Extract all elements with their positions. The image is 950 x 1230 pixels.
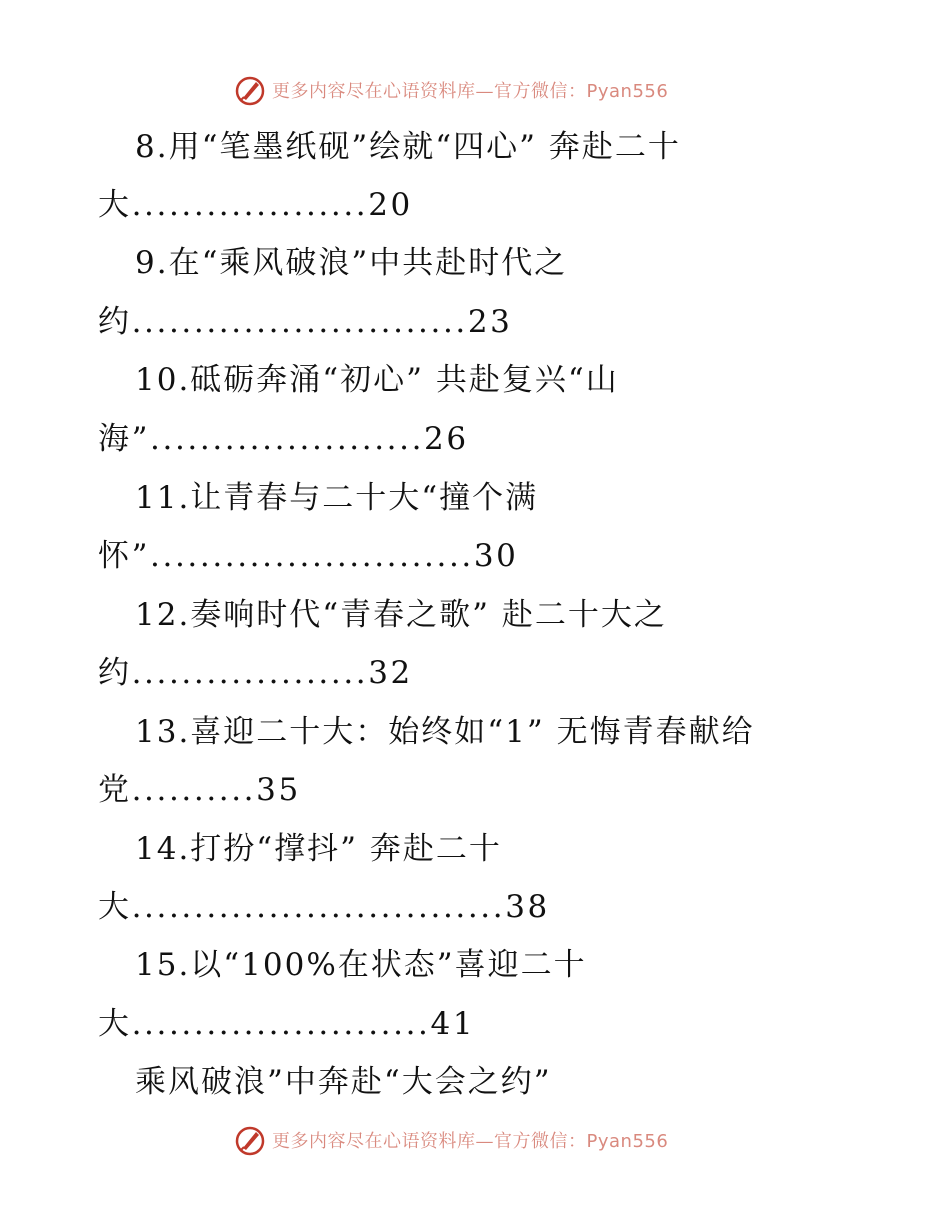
toc-page-number: 38 bbox=[505, 889, 550, 925]
toc-entry-12-title[interactable]: 12.奏响时代“青春之歌” 赴二十大之 bbox=[135, 597, 667, 633]
watermark-header bbox=[234, 73, 754, 107]
watermark-text bbox=[272, 77, 668, 103]
toc-page-number: 41 bbox=[430, 1006, 476, 1042]
watermark-text bbox=[272, 1127, 668, 1153]
toc-entry-10-page-line[interactable] bbox=[98, 419, 469, 459]
toc-entry-9-page-line[interactable] bbox=[98, 302, 513, 342]
toc-leader: 大................... bbox=[98, 187, 369, 223]
toc-page-number: 30 bbox=[473, 538, 519, 574]
toc-leader: 怀”.......................... bbox=[98, 538, 474, 574]
watermark-label: 更多内容尽在心语资料库—官方微信： bbox=[272, 81, 587, 102]
toc-leader: 海”...................... bbox=[98, 421, 425, 457]
toc-page-number: 35 bbox=[256, 772, 301, 808]
quill-pen-circle-icon bbox=[234, 74, 266, 106]
toc-page-number: 32 bbox=[368, 655, 413, 691]
toc-leader: 大.............................. bbox=[98, 889, 506, 925]
toc-leader: 大........................ bbox=[98, 1006, 431, 1042]
toc-entry-12-page-line[interactable] bbox=[98, 653, 413, 693]
toc-entry-13-page-line[interactable] bbox=[98, 770, 301, 810]
toc-leader: 约........................... bbox=[98, 304, 468, 340]
quill-pen-circle-icon bbox=[234, 1124, 266, 1156]
toc-leader: 约................... bbox=[98, 655, 369, 691]
watermark-wechat-id: Pyan556 bbox=[586, 81, 669, 102]
toc-entry-11-title[interactable]: 11.让青春与二十大“撞个满 bbox=[135, 480, 539, 516]
toc-entry-11-page-line[interactable] bbox=[98, 536, 519, 576]
toc-entry-10-title[interactable]: 10.砥砺奔涌“初心” 共赴复兴“山 bbox=[135, 362, 619, 398]
toc-entry-15-page-line[interactable] bbox=[98, 1004, 475, 1044]
watermark-label: 更多内容尽在心语资料库—官方微信： bbox=[272, 1131, 587, 1152]
watermark-wechat-id: Pyan556 bbox=[586, 1131, 669, 1152]
toc-entry-13-title[interactable]: 13.喜迎二十大：始终如“1” 无悔青春献给 bbox=[135, 714, 755, 750]
toc-entry-9-title[interactable]: 9.在“乘风破浪”中共赴时代之 bbox=[135, 245, 568, 281]
toc-page-number: 20 bbox=[368, 187, 413, 223]
toc-page-number: 26 bbox=[424, 421, 469, 457]
toc-entry-15-title[interactable]: 15.以“100%在状态”喜迎二十 bbox=[135, 947, 587, 983]
toc-entry-14-title[interactable]: 14.打扮“撑抖” 奔赴二十 bbox=[135, 831, 502, 867]
toc-leader: 党.......... bbox=[98, 772, 257, 808]
toc-entry-16-title[interactable]: 乘风破浪”中奔赴“大会之约” bbox=[135, 1064, 552, 1100]
toc-entry-8-page-line[interactable] bbox=[98, 185, 413, 225]
toc-entry-14-page-line[interactable] bbox=[98, 887, 550, 927]
watermark-footer bbox=[234, 1123, 754, 1157]
toc-entry-8-title[interactable]: 8.用“笔墨纸砚”绘就“四心” 奔赴二十 bbox=[135, 129, 681, 165]
toc-page-number: 23 bbox=[467, 304, 513, 340]
